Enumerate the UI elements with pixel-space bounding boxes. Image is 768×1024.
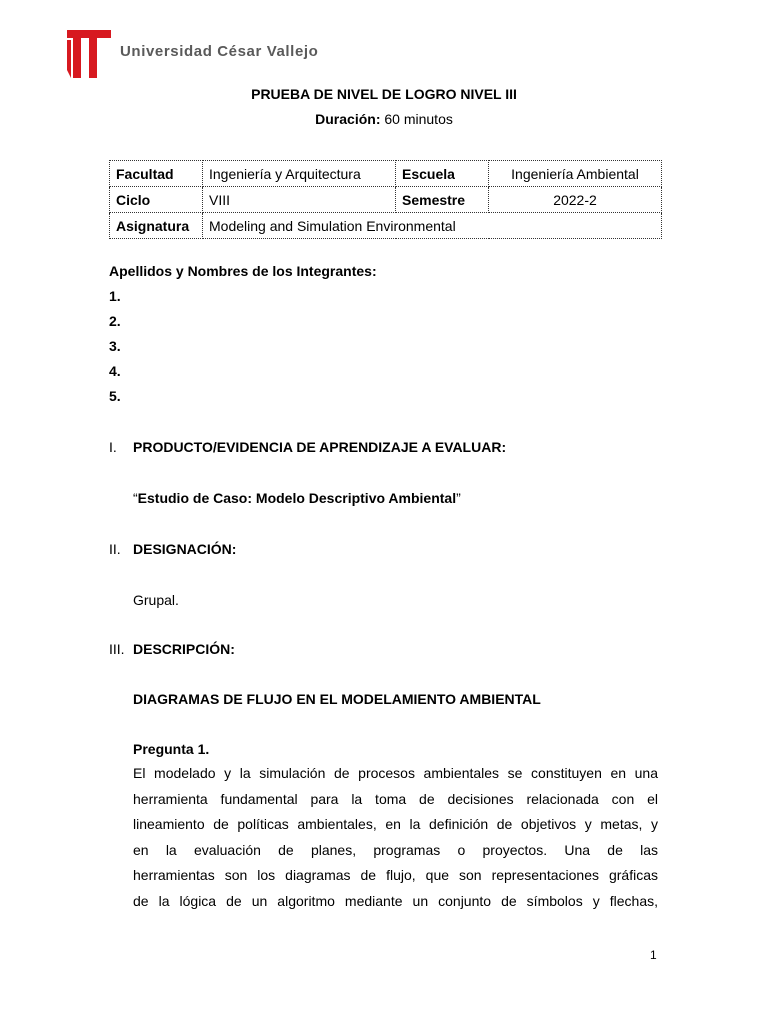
question-paragraph (133, 761, 658, 914)
paragraph-line: herramientas son los diagramas de flujo, que son representaciones gráficas (133, 867, 658, 883)
member-item: 2. (109, 313, 121, 329)
quote-close: ” (456, 490, 461, 506)
designation-value: Grupal. (133, 592, 179, 608)
table-row (110, 213, 662, 239)
faculty-value: Ingeniería y Arquitectura (203, 161, 396, 187)
question-label: Pregunta 1. (133, 741, 210, 757)
paragraph-line: en la evaluación de planes, programas o proyectos. Una de las (133, 841, 658, 858)
duration-line (0, 111, 768, 127)
school-label: Escuela (396, 161, 489, 187)
paragraph-line: El modelado y la simulación de procesos ambientales se constituyen en una (133, 765, 658, 781)
duration-value: 60 minutos (384, 111, 453, 127)
table-row (110, 187, 662, 213)
university-logo (67, 30, 111, 78)
university-name: Universidad César Vallejo (120, 43, 319, 60)
duration-label: Duración: (315, 111, 381, 127)
table-row (110, 161, 662, 187)
case-study-line (133, 490, 461, 506)
subject-label: Asignatura (110, 213, 203, 239)
member-item: 1. (109, 288, 121, 304)
member-item: 3. (109, 338, 121, 354)
section-number: I. (109, 439, 117, 455)
section-title: DESIGNACIÓN: (133, 541, 237, 557)
page-number: 1 (650, 948, 657, 962)
semester-value: 2022-2 (489, 187, 662, 213)
section-title: DESCRIPCIÓN: (133, 641, 235, 657)
section-number: III. (109, 641, 125, 657)
paragraph-line: lineamiento de políticas ambientales, en la definición de objetivos y metas, y (133, 816, 658, 832)
section-title: PRODUCTO/EVIDENCIA DE APRENDIZAJE A EVALUAR: (133, 439, 507, 455)
members-heading: Apellidos y Nombres de los Integrantes: (109, 263, 377, 279)
quote-open: “ (133, 490, 138, 506)
member-item: 4. (109, 363, 121, 379)
section-subtitle: DIAGRAMAS DE FLUJO EN EL MODELAMIENTO AMBIENTAL (133, 691, 541, 707)
cycle-value: VIII (203, 187, 396, 213)
member-item: 5. (109, 388, 121, 404)
faculty-label: Facultad (110, 161, 203, 187)
course-info-table (109, 160, 662, 239)
section-number: II. (109, 541, 121, 557)
school-value: Ingeniería Ambiental (489, 161, 662, 187)
subject-value: Modeling and Simulation Environmental (203, 213, 662, 239)
case-study-title: Estudio de Caso: Modelo Descriptivo Ambiental (137, 490, 457, 506)
semester-label: Semestre (396, 187, 489, 213)
paragraph-line: herramienta fundamental para la toma de decisiones relacionada con el (133, 790, 658, 807)
paragraph-line: de la lógica de un algoritmo mediante un conjunto de símbolos y flechas, (133, 892, 658, 909)
cycle-label: Ciclo (110, 187, 203, 213)
document-title: PRUEBA DE NIVEL DE LOGRO NIVEL III (251, 86, 517, 102)
